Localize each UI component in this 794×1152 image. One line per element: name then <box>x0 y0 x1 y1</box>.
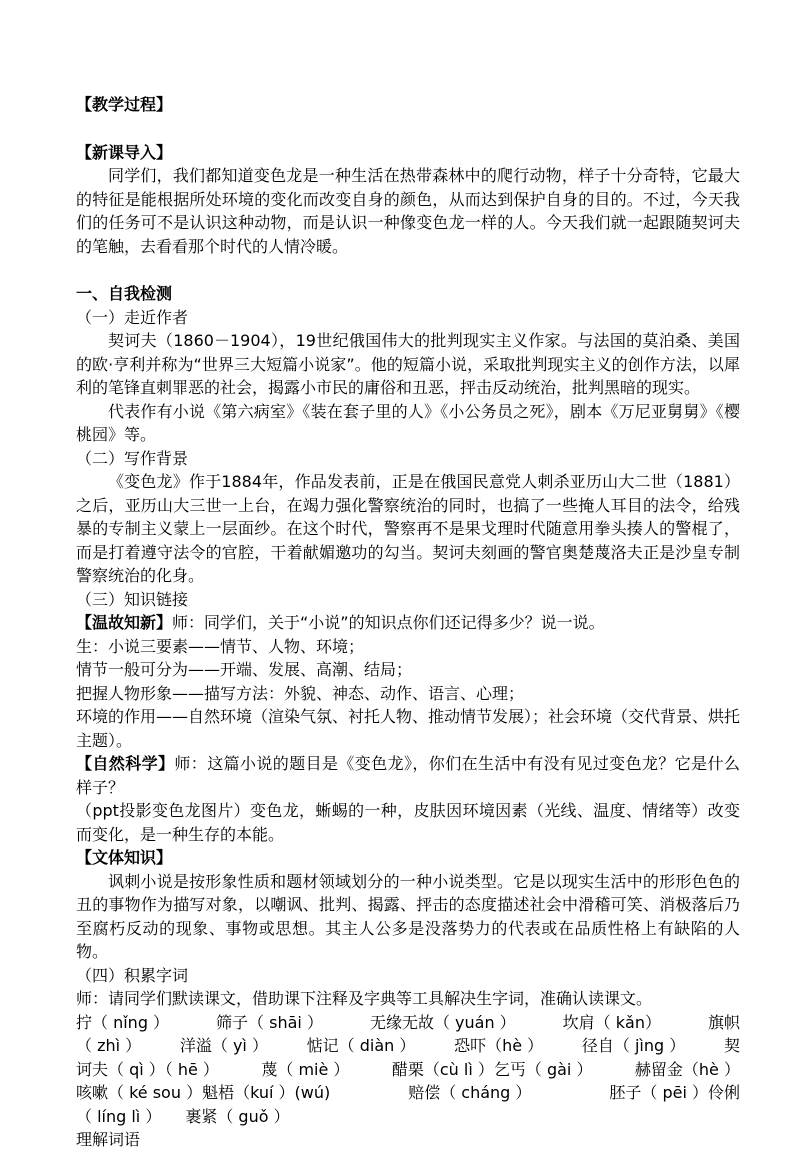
review-tag: 【温故知新】 <box>76 613 173 632</box>
vocab-row: 咳嗽（ ké sou ）魁梧（kuí ）(wú) 赔偿（ cháng ） 胚子（ pēi ）伶俐 <box>76 1083 740 1102</box>
author-paragraph: 契诃夫（1860－1904），19世纪俄国伟大的批判现实主义作家。与法国的莫泊桑、美国的欧·亨利并称为“世界三大短篇小说家”。他的短篇小说，采取批判现实主义的创作方法，以犀利的笔锋直刺罪恶的社会，揭露小市民的庸俗和丑恶，抨击反动统治，批判黑暗的现实。 <box>76 331 740 397</box>
vocab-row: （ líng lì ） 裹紧（ guǒ ） <box>76 1106 290 1126</box>
science-tag: 【自然科学】 <box>76 754 175 773</box>
heading-new-lesson-intro: 【新课导入】 <box>76 142 173 162</box>
vocab-row: 拧（ nǐng ） 筛子（ shāi ） 无缘无故（ yuán ） 坎肩（ kǎn） 旗帜 <box>76 1012 740 1032</box>
background-paragraph: 《变色龙》作于1884年，作品发表前，正是在俄国民意党人刺杀亚历山大二世（1881）之后，亚历山大三世一上台，在竭力强化警察统治的同时，也搞了一些掩人耳目的法令，给残暴的专制主义蒙上一层面纱。在这个时代，警察再不是果戈理时代随意用拳头揍人的警棍了，而是打着遵守法令的官腔，干着献媚邀功的勾当。契诃夫刻画的警官奥楚蔑洛夫正是沙皇专制警察统治的化身。 <box>76 472 740 585</box>
vocab-row: （ zhì ） 洋溢（ yì ） 惦记（ diàn ） 恐吓（hè ） 径自（ jìng ） 契 <box>76 1036 740 1055</box>
subheading-background: （二）写作背景 <box>76 448 189 468</box>
subheading-vocabulary: （四）积累字词 <box>76 965 189 985</box>
subheading-knowledge-link: （三）知识链接 <box>76 589 189 609</box>
review-answer-3: 把握人物形象——描写方法：外貌、神态、动作、语言、心理； <box>76 683 525 703</box>
intro-paragraph: 同学们，我们都知道变色龙是一种生活在热带森林中的爬行动物，样子十分奇特，它最大的特征是能根据所处环境的变化而改变自身的颜色，从而达到保护自身的目的。不过，今天我们的任务可不是认识这种动物，而是认识一种像变色龙一样的人。今天我们就一起跟随契诃夫的笔触，去看看那个时代的人情冷暖。 <box>76 166 740 256</box>
document-body <box>76 93 740 1152</box>
review-question: 【温故知新】师：同学们，关于“小说”的知识点你们还记得多少？说一说。 <box>76 613 605 632</box>
genre-tag: 【文体知识】 <box>76 848 173 867</box>
genre-paragraph: 讽刺小说是按形象性质和题材领域划分的一种小说类型。它是以现实生活中的形形色色的丑的事物作为描写对象，以嘲讽、批判、揭露、抨击的态度描述社会中滑稽可笑、消极落后乃至腐朽反动的现象、事物或思想。其主人公多是没落势力的代表或在品质性格上有缺陷的人物。 <box>76 871 740 961</box>
vocabulary-instruction: 师：请同学们默读课文，借助课下注释及字典等工具解决生字词，准确认读课文。 <box>76 989 653 1008</box>
review-answer-2: 情节一般可分为——开端、发展、高潮、结局； <box>76 660 413 679</box>
heading-teaching-process: 【教学过程】 <box>76 95 173 114</box>
review-answer-1: 生：小说三要素——情节、人物、环境； <box>76 636 365 656</box>
science-question: 【自然科学】师：这篇小说的题目是《变色龙》，你们在生活中有没有见过变色龙？它是什么样子？ <box>76 754 740 797</box>
vocab-row: 诃夫（ qì ）（ hē ） 蔑（ miè ） 醋栗（cù lì ）乞丐（ gài ） 赫留金（hè ） <box>76 1059 740 1079</box>
understand-words-heading: 理解词语 <box>76 1130 141 1149</box>
works-paragraph: 代表作有小说《第六病室》《装在套子里的人》《小公务员之死》，剧本《万尼亚舅舅》《樱桃园》等。 <box>76 401 740 444</box>
subheading-author: （一）走近作者 <box>76 307 189 327</box>
review-answer-4: 环境的作用——自然环境（渲染气氛、衬托人物、推动情节发展）；社会环境（交代背景、烘托主题）。 <box>76 707 741 750</box>
science-answer: （ppt投影变色龙图片）变色龙，蜥蜴的一种，皮肤因环境因素（光线、温度、情绪等）改变而变化，是一种生存的本能。 <box>76 801 740 844</box>
heading-self-check: 一、自我检测 <box>76 284 173 303</box>
